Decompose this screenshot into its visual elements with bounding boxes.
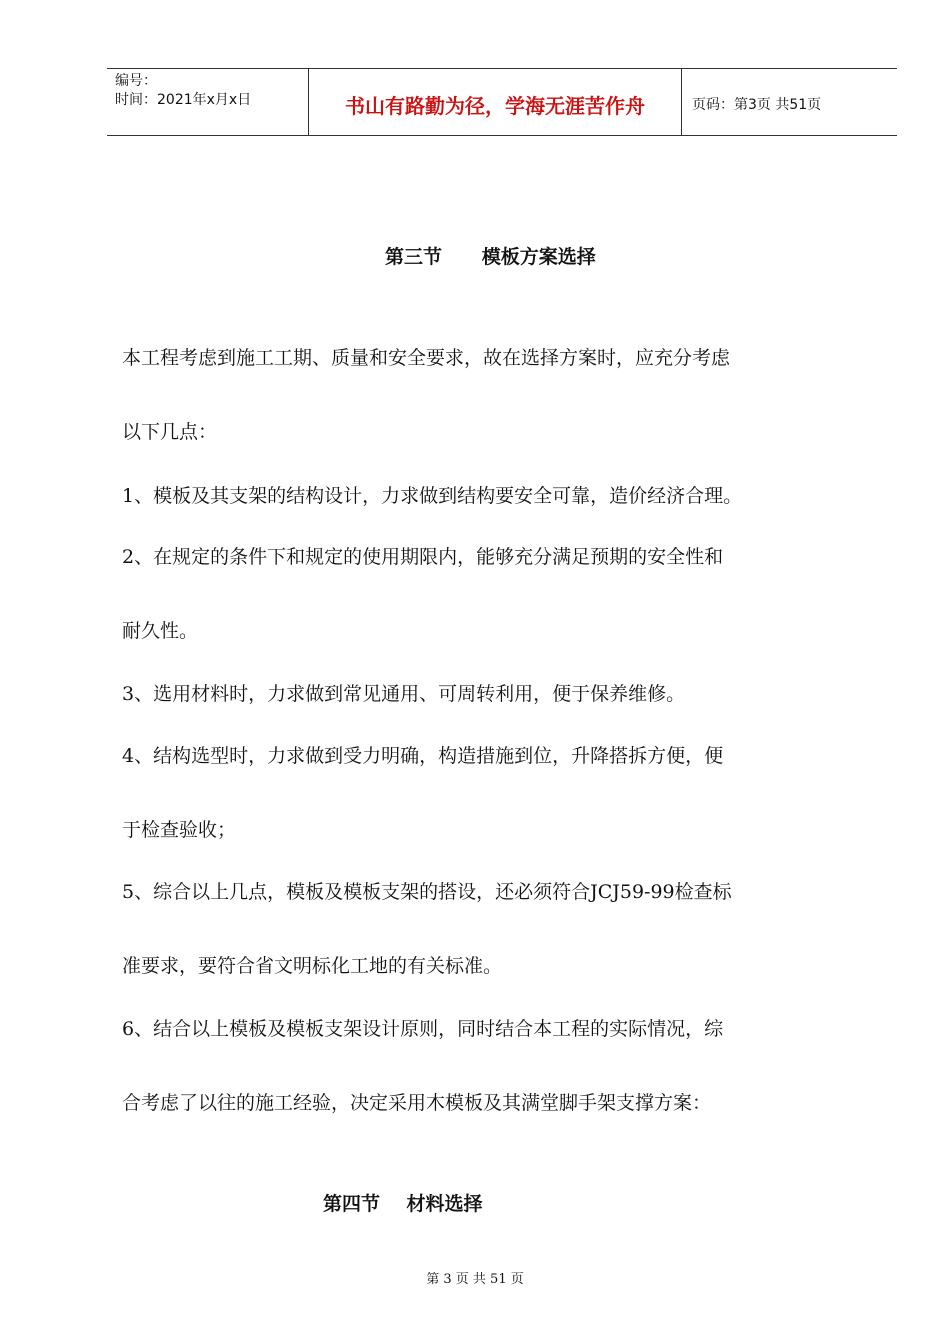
header-page-info: 页码：第3页 共51页 [692, 97, 822, 113]
paragraph-line: 6、结合以上模板及模板支架设计原则，同时结合本工程的实际情况，综 [122, 1018, 724, 1040]
paragraph-line: 本工程考虑到施工工期、质量和安全要求，故在选择方案时，应充分考虑 [122, 347, 731, 369]
document-date-label: 时间：2021年x月x日 [115, 92, 252, 108]
paragraph-line: 以下几点： [122, 421, 218, 443]
paragraph-line: 3、选用材料时，力求做到常见通用、可周转利用，便于保养维修。 [122, 683, 686, 705]
paragraph-line: 1、模板及其支架的结构设计，力求做到结构要安全可靠，造价经济合理。 [122, 485, 743, 507]
document-number-label: 编号： [115, 73, 157, 89]
section-3-title: 第三节 模板方案选择 [385, 246, 596, 268]
paragraph-line: 4、结构选型时，力求做到受力明确，构造措施到位，升降搭拆方便，便 [122, 745, 724, 767]
header-meta [107, 69, 309, 135]
page-header [107, 68, 897, 136]
paragraph-line: 于检查验收； [122, 819, 237, 841]
section-4-title: 第四节 材料选择 [323, 1193, 483, 1215]
paragraph-line: 2、在规定的条件下和规定的使用期限内，能够充分满足预期的安全性和 [122, 546, 724, 568]
paragraph-line: 5、综合以上几点，模板及模板支架的搭设，还必须符合JCJ59-99检查标 [122, 881, 732, 903]
paragraph-line: 耐久性。 [122, 620, 199, 642]
paragraph-line: 准要求，要符合省文明标化工地的有关标准。 [122, 955, 503, 977]
paragraph-line: 合考虑了以往的施工经验，决定采用木模板及其满堂脚手架支撑方案： [122, 1092, 712, 1114]
page-footer: 第 3 页 共 51 页 [426, 1272, 524, 1287]
header-motto: 书山有路勤为径，学海无涯苦作舟 [309, 69, 682, 135]
